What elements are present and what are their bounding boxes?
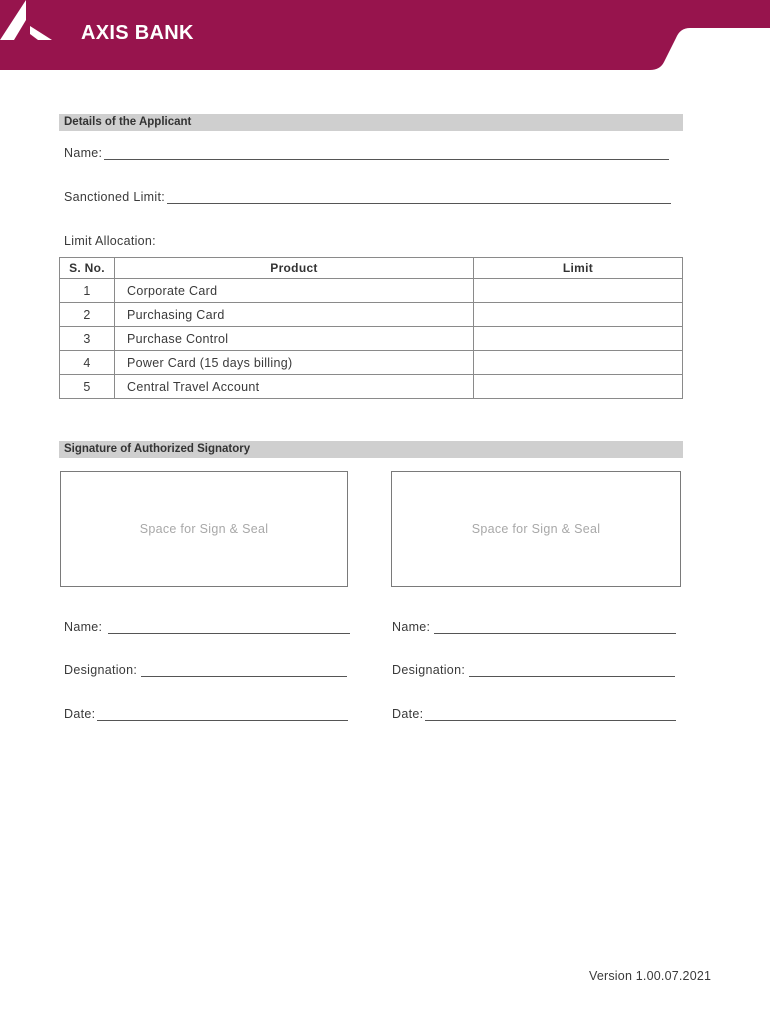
header-sno: S. No. bbox=[60, 258, 115, 279]
limit-allocation-table bbox=[59, 257, 683, 399]
limit-allocation-label: Limit Allocation: bbox=[64, 234, 156, 248]
signatory-section-title: Signature of Authorized Signatory bbox=[59, 441, 683, 458]
applicant-name-field[interactable] bbox=[64, 146, 669, 160]
sanctioned-limit-label: Sanctioned Limit: bbox=[64, 190, 165, 204]
row-sno: 4 bbox=[60, 351, 115, 375]
row-sno: 1 bbox=[60, 279, 115, 303]
row-limit-cell[interactable] bbox=[474, 279, 683, 303]
left-date-field[interactable] bbox=[64, 707, 348, 721]
row-product: Purchasing Card bbox=[115, 303, 474, 327]
row-sno: 2 bbox=[60, 303, 115, 327]
row-limit-cell[interactable] bbox=[474, 303, 683, 327]
applicant-name-label: Name: bbox=[64, 146, 103, 160]
left-signatory-name-field[interactable] bbox=[64, 620, 350, 634]
row-limit-cell[interactable] bbox=[474, 327, 683, 351]
table-row bbox=[60, 303, 683, 327]
row-product: Purchase Control bbox=[115, 327, 474, 351]
row-product: Corporate Card bbox=[115, 279, 474, 303]
header-limit: Limit bbox=[474, 258, 683, 279]
sign-seal-box-left[interactable] bbox=[60, 471, 348, 587]
left-designation-label: Designation: bbox=[64, 663, 138, 677]
left-designation-line[interactable] bbox=[141, 664, 347, 677]
brand-name: AXIS BANK bbox=[81, 22, 194, 44]
left-designation-field[interactable] bbox=[64, 663, 347, 677]
row-limit-cell[interactable] bbox=[474, 375, 683, 399]
applicant-section-title: Details of the Applicant bbox=[59, 114, 683, 131]
sign-seal-placeholder-left: Space for Sign & Seal bbox=[139, 522, 269, 536]
row-product: Power Card (15 days billing) bbox=[115, 351, 474, 375]
right-designation-label: Designation: bbox=[392, 663, 466, 677]
sanctioned-limit-line[interactable] bbox=[167, 191, 671, 204]
table-row bbox=[60, 375, 683, 399]
right-date-field[interactable] bbox=[392, 707, 676, 721]
right-name-line[interactable] bbox=[434, 621, 676, 634]
sign-seal-box-right[interactable] bbox=[391, 471, 681, 587]
sanctioned-limit-field[interactable] bbox=[64, 190, 671, 204]
right-name-label: Name: bbox=[392, 620, 431, 634]
table-row bbox=[60, 327, 683, 351]
left-date-label: Date: bbox=[64, 707, 96, 721]
left-name-line[interactable] bbox=[108, 621, 350, 634]
axis-logo-icon bbox=[0, 0, 52, 40]
version-text: Version 1.00.07.2021 bbox=[589, 969, 712, 983]
row-limit-cell[interactable] bbox=[474, 351, 683, 375]
header-banner bbox=[0, 0, 770, 70]
row-sno: 5 bbox=[60, 375, 115, 399]
row-sno: 3 bbox=[60, 327, 115, 351]
left-name-label: Name: bbox=[64, 620, 103, 634]
row-product: Central Travel Account bbox=[115, 375, 474, 399]
header-product: Product bbox=[115, 258, 474, 279]
right-designation-field[interactable] bbox=[392, 663, 675, 677]
right-designation-line[interactable] bbox=[469, 664, 675, 677]
left-date-line[interactable] bbox=[97, 708, 348, 721]
right-date-label: Date: bbox=[392, 707, 424, 721]
applicant-name-line[interactable] bbox=[104, 147, 669, 160]
right-signatory-name-field[interactable] bbox=[392, 620, 676, 634]
right-date-line[interactable] bbox=[425, 708, 676, 721]
table-row bbox=[60, 351, 683, 375]
table-row bbox=[60, 279, 683, 303]
table-header-row bbox=[60, 258, 683, 279]
sign-seal-placeholder-right: Space for Sign & Seal bbox=[471, 522, 601, 536]
